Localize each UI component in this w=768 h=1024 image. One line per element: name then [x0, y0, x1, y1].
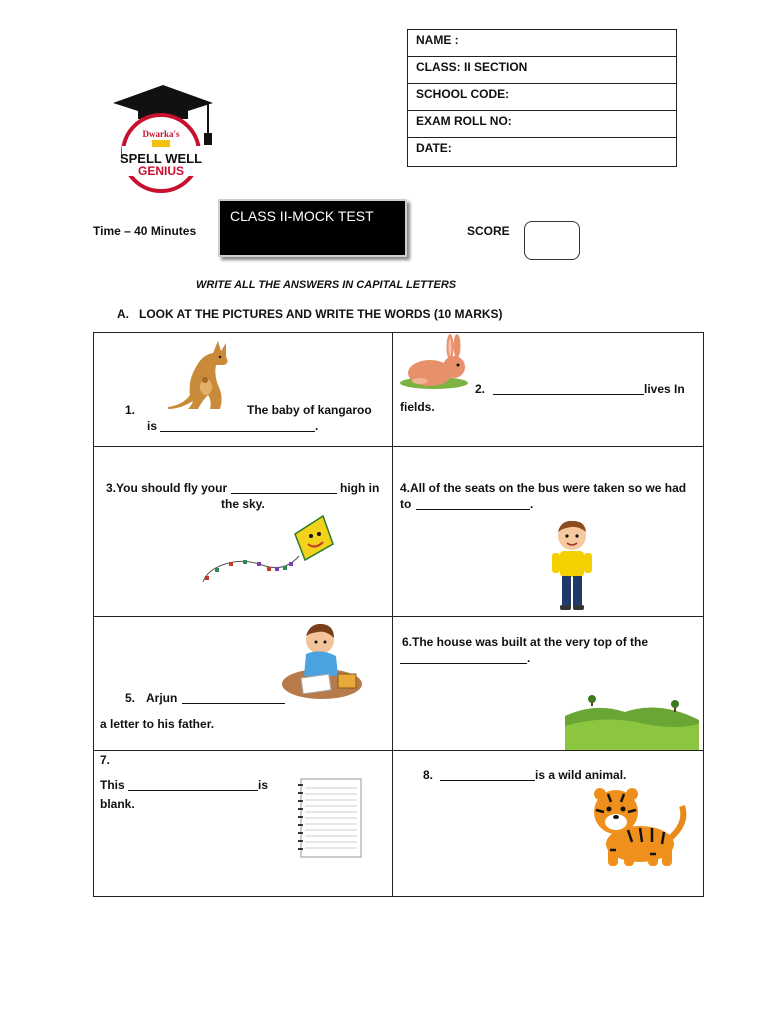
spell-well-genius-logo — [108, 83, 218, 193]
kite-image — [195, 512, 340, 590]
q2-text-2: fields. — [400, 400, 435, 414]
q2-number: 2. — [475, 382, 486, 396]
q2-text: lives In — [644, 382, 685, 396]
date-field[interactable]: DATE: — [416, 141, 452, 155]
score-label: SCORE — [467, 224, 510, 238]
grid-divider — [93, 446, 704, 447]
q3-text-2: high in — [340, 481, 380, 495]
class-field[interactable]: CLASS: II SECTION — [408, 57, 676, 84]
exam-roll-field[interactable]: EXAM ROLL NO: — [408, 111, 676, 138]
q4-text: 4.All of the seats on the bus were taken so we had — [400, 481, 687, 495]
q4-period: . — [530, 497, 534, 511]
q6-period: . — [527, 651, 531, 665]
boy-image — [543, 518, 601, 612]
grid-divider — [93, 616, 704, 617]
q5-answer-blank[interactable] — [182, 691, 285, 704]
logo-brand: Dwarka's — [142, 129, 180, 139]
grid-divider — [392, 332, 393, 897]
q7-this: This — [100, 778, 125, 792]
q5-text-2: a letter to his father. — [100, 717, 215, 731]
q8-answer-blank[interactable] — [440, 768, 535, 781]
q5-name: Arjun — [146, 691, 178, 705]
time-label: Time – 40 Minutes — [93, 224, 197, 238]
q3-text-3: the sky. — [221, 497, 265, 511]
q6-text: 6.The house was built at the very top of the — [402, 635, 649, 649]
q4-answer-blank[interactable] — [416, 497, 530, 510]
hill-image — [565, 694, 699, 750]
q1-answer-blank[interactable] — [160, 419, 315, 432]
q1-text: The baby of kangaroo — [247, 403, 372, 417]
mock-test-banner: CLASS II-MOCK TEST — [218, 199, 407, 257]
student-info-table — [407, 29, 677, 167]
q8-text: is a wild animal. — [535, 768, 627, 782]
name-field[interactable]: NAME : — [408, 30, 676, 57]
q4-to: to — [400, 497, 412, 511]
q1-number: 1. — [125, 403, 136, 417]
logo-text-top: SPELL WELL — [119, 151, 203, 166]
boy-writing-image — [280, 618, 364, 702]
q5-number: 5. — [125, 691, 136, 705]
q8-number: 8. — [423, 768, 434, 782]
q2-answer-blank[interactable] — [493, 382, 644, 395]
q7-number: 7. — [100, 753, 111, 767]
q3-answer-blank[interactable] — [231, 481, 337, 494]
q7-text-2: blank. — [100, 797, 135, 811]
school-code-field[interactable]: SCHOOL CODE: — [408, 84, 676, 111]
q6-answer-blank[interactable] — [400, 651, 527, 664]
grid-divider — [93, 750, 704, 751]
tiger-image — [578, 784, 692, 868]
section-a-heading: A. LOOK AT THE PICTURES AND WRITE THE WORDS (10 MARKS) — [117, 307, 503, 321]
q3-text: 3.You should fly your — [106, 481, 228, 495]
rabbit-image — [398, 333, 470, 393]
logo-text-bottom: GENIUS — [137, 164, 185, 178]
q1-period: . — [315, 419, 319, 433]
kangaroo-image — [158, 335, 238, 415]
blank-paper-image — [297, 778, 363, 858]
score-box[interactable] — [524, 221, 580, 260]
instruction-text: WRITE ALL THE ANSWERS IN CAPITAL LETTERS — [196, 279, 457, 291]
q7-answer-blank[interactable] — [128, 778, 258, 791]
q1-is: is — [147, 419, 158, 433]
q7-is: is — [258, 778, 269, 792]
